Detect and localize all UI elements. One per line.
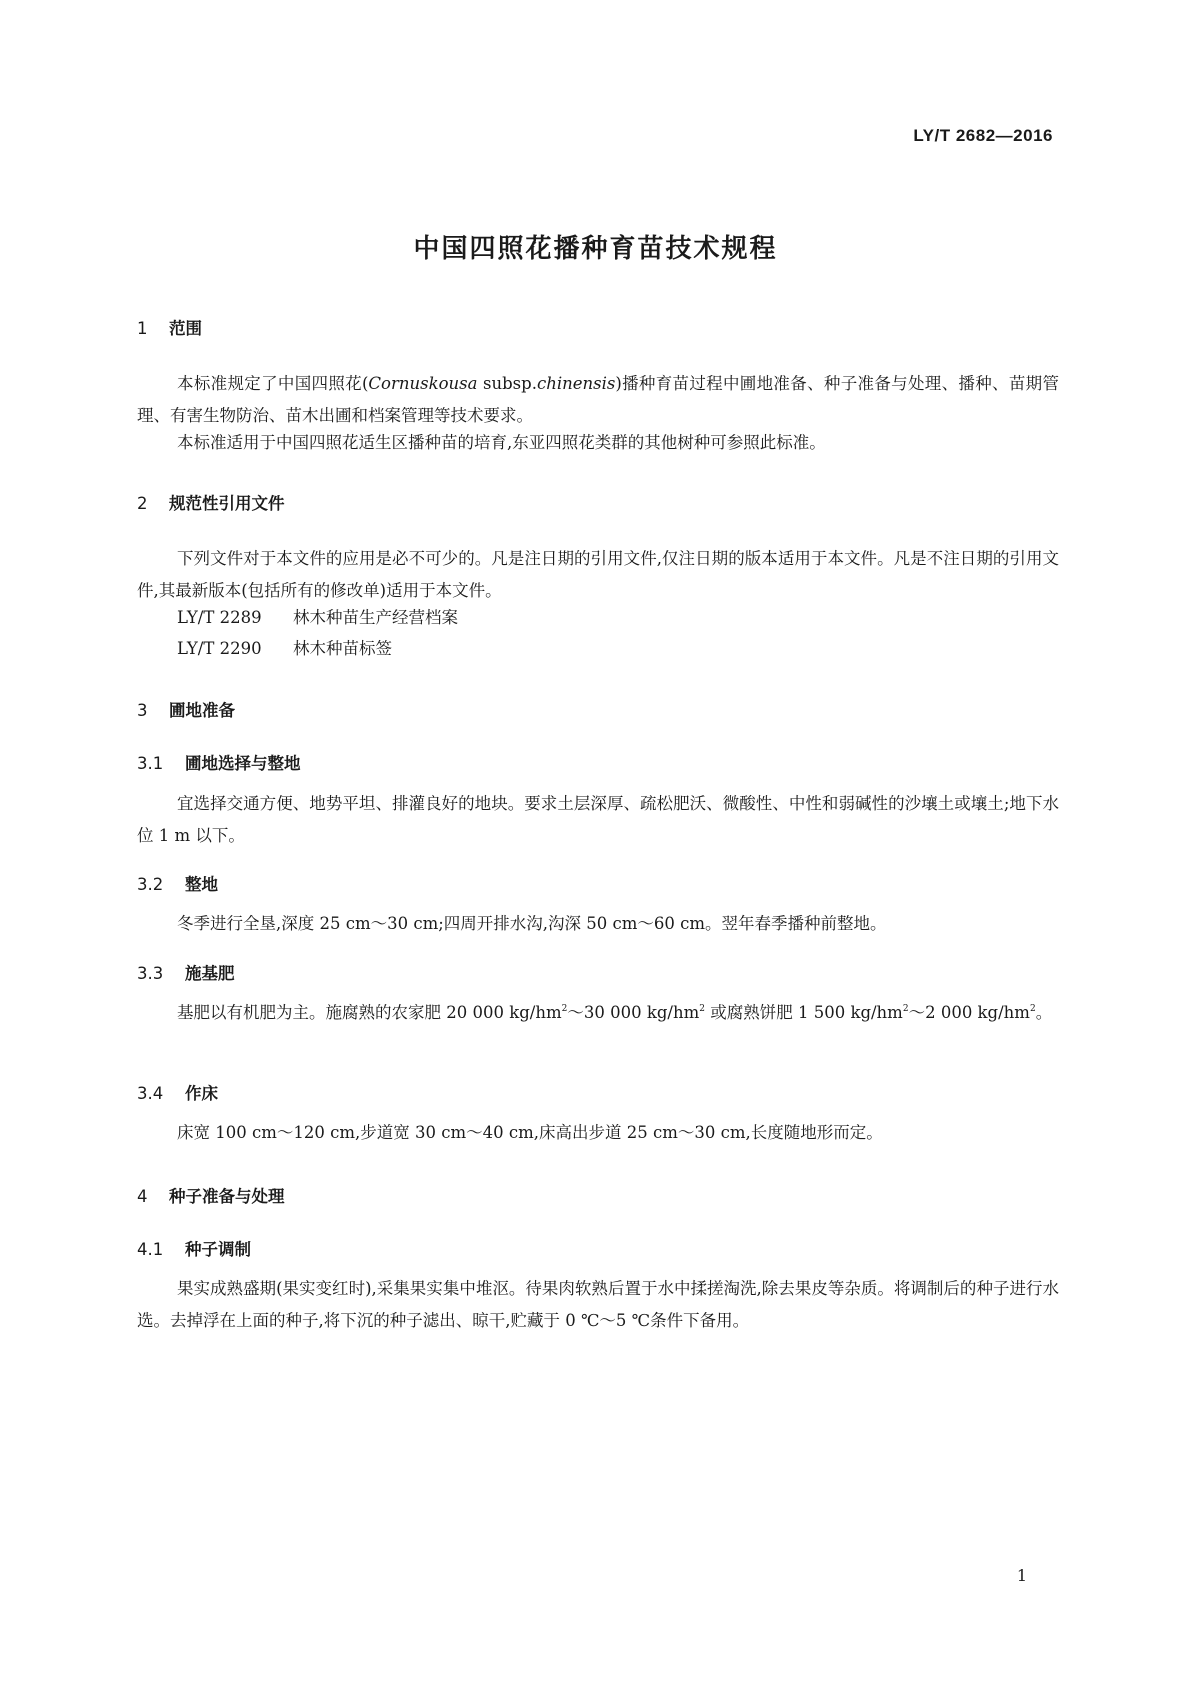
section-1-paragraph-1 [137, 368, 1059, 432]
subsection-number: 3.1 [137, 754, 164, 773]
reference-code: LY/T 2289 [177, 608, 262, 627]
reference-name: 林木种苗生产经营档案 [293, 608, 458, 627]
section-title: 种子准备与处理 [169, 1187, 285, 1206]
section-2-paragraph-1: 下列文件对于本文件的应用是必不可少的。凡是注日期的引用文件,仅注日期的版本适用于本文件。凡是不注日期的引用文件,其最新版本(包括所有的修改单)适用于本文件。 [137, 549, 1059, 600]
superscript: 2 [699, 1004, 705, 1014]
subsection-3-3-heading [137, 960, 235, 984]
subsection-title: 圃地选择与整地 [185, 754, 301, 773]
subsection-title: 施基肥 [185, 964, 235, 983]
text-run: 基肥以有机肥为主。施腐熟的农家肥 20 000 kg/hm [177, 1003, 562, 1022]
text-run: 。 [1035, 1003, 1053, 1022]
subsection-number: 3.3 [137, 964, 164, 983]
subsection-number: 3.4 [137, 1084, 164, 1103]
subsection-title: 作床 [185, 1084, 218, 1103]
subsection-title: 整地 [185, 875, 218, 894]
section-3-heading [137, 697, 235, 721]
subsection-4-1-heading [137, 1236, 251, 1260]
subsection-4-1-text: 果实成熟盛期(果实变红时),采集果实集中堆沤。待果肉软熟后置于水中揉搓淘洗,除去果皮等杂质。将调制后的种子进行水选。去掉浮在上面的种子,将下沉的种子滤出、晾干,贮藏于 0 ℃～5 ℃条件下备用。 [137, 1279, 1059, 1330]
reference-item [177, 602, 458, 634]
subsection-3-2-heading [137, 871, 218, 895]
subsection-3-2-text: 冬季进行全垦,深度 25 cm～30 cm;四周开排水沟,沟深 50 cm～60 cm。翌年春季播种前整地。 [177, 914, 887, 933]
section-number: 4 [137, 1187, 148, 1206]
subsection-3-4-text: 床宽 100 cm～120 cm,步道宽 30 cm～40 cm,床高出步道 25 cm～30 cm,长度随地形而定。 [177, 1123, 883, 1142]
section-2-heading [137, 490, 285, 514]
section-title: 范围 [169, 319, 202, 338]
reference-code: LY/T 2290 [177, 639, 262, 658]
document-title: 中国四照花播种育苗技术规程 [413, 234, 778, 264]
reference-item [177, 633, 392, 665]
scientific-name-genus: Cornuskousa [368, 374, 478, 393]
text-run: 本标准规定了中国四照花( [177, 374, 369, 393]
text-run: subsp. [477, 374, 537, 393]
subsection-3-3-text [137, 997, 1059, 1029]
section-1-heading [137, 315, 202, 339]
reference-name: 林木种苗标签 [293, 639, 392, 658]
superscript: 2 [902, 1004, 909, 1014]
subsection-3-4-heading [137, 1080, 218, 1104]
superscript: 2 [1029, 1004, 1036, 1014]
subsection-3-1-text: 宜选择交通方便、地势平坦、排灌良好的地块。要求土层深厚、疏松肥沃、微酸性、中性和弱碱性的沙壤土或壤土;地下水位 1 m 以下。 [137, 794, 1059, 845]
section-title: 规范性引用文件 [169, 494, 285, 513]
text-run: ～2 000 kg/hm [908, 1003, 1030, 1022]
section-4-heading [137, 1183, 285, 1207]
page-number: 1 [1016, 1566, 1027, 1585]
section-number: 3 [137, 701, 148, 720]
subsection-3-1-heading [137, 750, 301, 774]
text-run: 或腐熟饼肥 1 500 kg/hm [704, 1003, 903, 1022]
text-run: ～30 000 kg/hm [567, 1003, 700, 1022]
superscript: 2 [561, 1004, 568, 1014]
section-title: 圃地准备 [169, 701, 235, 720]
standard-code: LY/T 2682—2016 [913, 126, 1053, 145]
section-1-paragraph-2: 本标准适用于中国四照花适生区播种苗的培育,东亚四照花类群的其他树种可参照此标准。 [177, 433, 826, 452]
subsection-number: 3.2 [137, 875, 164, 894]
subsection-number: 4.1 [137, 1240, 164, 1259]
section-number: 1 [137, 319, 148, 338]
section-number: 2 [137, 494, 148, 513]
scientific-name-subspecies: chinensis [536, 374, 616, 393]
text-run: )播种育苗过程中圃地准备、种子准备与处理、播种、苗期管理、有害生物防治、苗木出圃和档案管理等技术要求。 [137, 374, 1059, 425]
subsection-title: 种子调制 [185, 1240, 251, 1259]
